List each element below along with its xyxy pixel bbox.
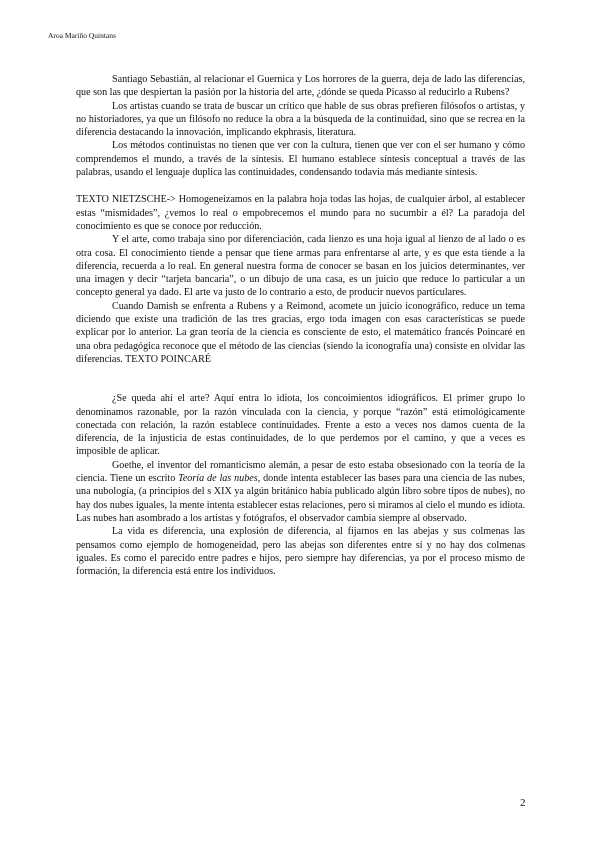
paragraph: Los métodos continuistas no tienen que ver con la cultura, tienen que ver con el ser humano y cómo comprendemos el mundo, a través de la síntesis. El humano establece síntesis conceptual a través de las palabras, usando el lenguaje duplica las continuidades, condensando todavía más mediante síntesis. <box>76 140 525 179</box>
paragraph-text: Goethe, el inventor del romanticismo alemán, a pesar de esto estaba obsesionado con la teoría de la ciencia. Tiene un escrito <box>76 459 525 485</box>
book-title: Teoría de las nubes <box>178 473 258 485</box>
page-body <box>76 73 525 578</box>
page-number: 2 <box>520 797 526 809</box>
paragraph: La vida es diferencia, una explosión de diferencia, al fijarnos en las abejas y sus colmenas las pensamos como ejemplo de homogeneidad, pero las abejas son diferentes entre sí y no hay dos colmenas iguales. Es como el parecido entre padres e hijos, pero siempre hay diferencias, ya por el proceso mismo de formación, la diferencia está entre los individuos. <box>76 526 525 578</box>
paragraph: ¿Se queda ahí el arte? Aquí entra lo idiota, los concoimientos idiográficos. El primer grupo lo denominamos razonable, por la razón vinculada con la ciencia, y porque “razón” está etimológicamente conectada con relación, la razón establece continuidades. Frente a esto a veces nos damos cuenta de la diferencia, de la injusticia de estas continuidades, de lo que perdemos por el camino, y que a veces es imposible de aplicar. <box>76 393 525 458</box>
paragraph-text: , donde intenta establecer las bases para una ciencia de las nubes, una nubología, (a principios del s XIX ya algún británico había publicado algún libro sobre tipos de nubes), no hay dos nubes iguales, la mente intenta establecer estas relaciones, pero si miramos al cielo el mundo es idiota. Las nubes han asombrado a los artistas y fotógrafos, el observador cambia siempre al observado. <box>76 473 525 524</box>
paragraph: TEXTO NIETZSCHE-> Homogeneizamos en la palabra hoja todas las hojas, de cualquier árbol, al establecer estas “mismidades”, ¿vemos lo real o empobrecemos el mundo para no sucumbir a él? La paradoja del conocimiento es que se conoce por reducción. <box>76 194 525 232</box>
paragraph: Y el arte, como trabaja sino por diferenciación, cada lienzo es una hoja igual al lienzo de al lado o es otra cosa. El conocimiento tiende a pensar que tiene armas para enfrentarse al arte, y es que esta tiende a la diferencia, recuerda a lo real. En general nuestra forma de conocer se basan en los juicios determinantes, ver una imagen y decir “tarjeta bancaria”, o un dibujo de una casa, es un juicio que reduce lo particular a un concepto general ya dado. El arte va justo de lo contrario a esto, de producir nuevos particulares. <box>76 234 525 299</box>
paragraph: Los artistas cuando se trata de buscar un crítico que hable de sus obras prefieren filósofos o artistas, y no historiadores, ya que un filósofo no reduce la obra a la búsqueda de la continuidad, sino que se recrea en la diferencia destacando la innovación, implicando ekphrasis, literatura. <box>76 100 525 139</box>
running-header: Aroa Mariño Quintans <box>48 31 116 40</box>
paragraph <box>76 459 525 525</box>
paragraph: Santiago Sebastián, al relacionar el Guernica y Los horrores de la guerra, deja de lado las diferencias, que son las que despiertan la pasión por la historia del arte, ¿dónde se queda Picasso al reducirlo a Rubens? <box>76 74 525 99</box>
paragraph: Cuando Damish se enfrenta a Rubens y a Reimond, acomete un juicio iconográfico, reduce un tema diciendo que existe una tradición de las tres gracias, ergo toda imagen con esas características se puede explicar por lo anterior. La gran teoría de la ciencia es consciente de esto, el matemático francés Poincaré en una obra pedagógica reconoce que el método de las ciencias (siendo la iconografía una) consiste en olvidar las diferencias. TEXTO POINCARÉ <box>76 300 525 365</box>
